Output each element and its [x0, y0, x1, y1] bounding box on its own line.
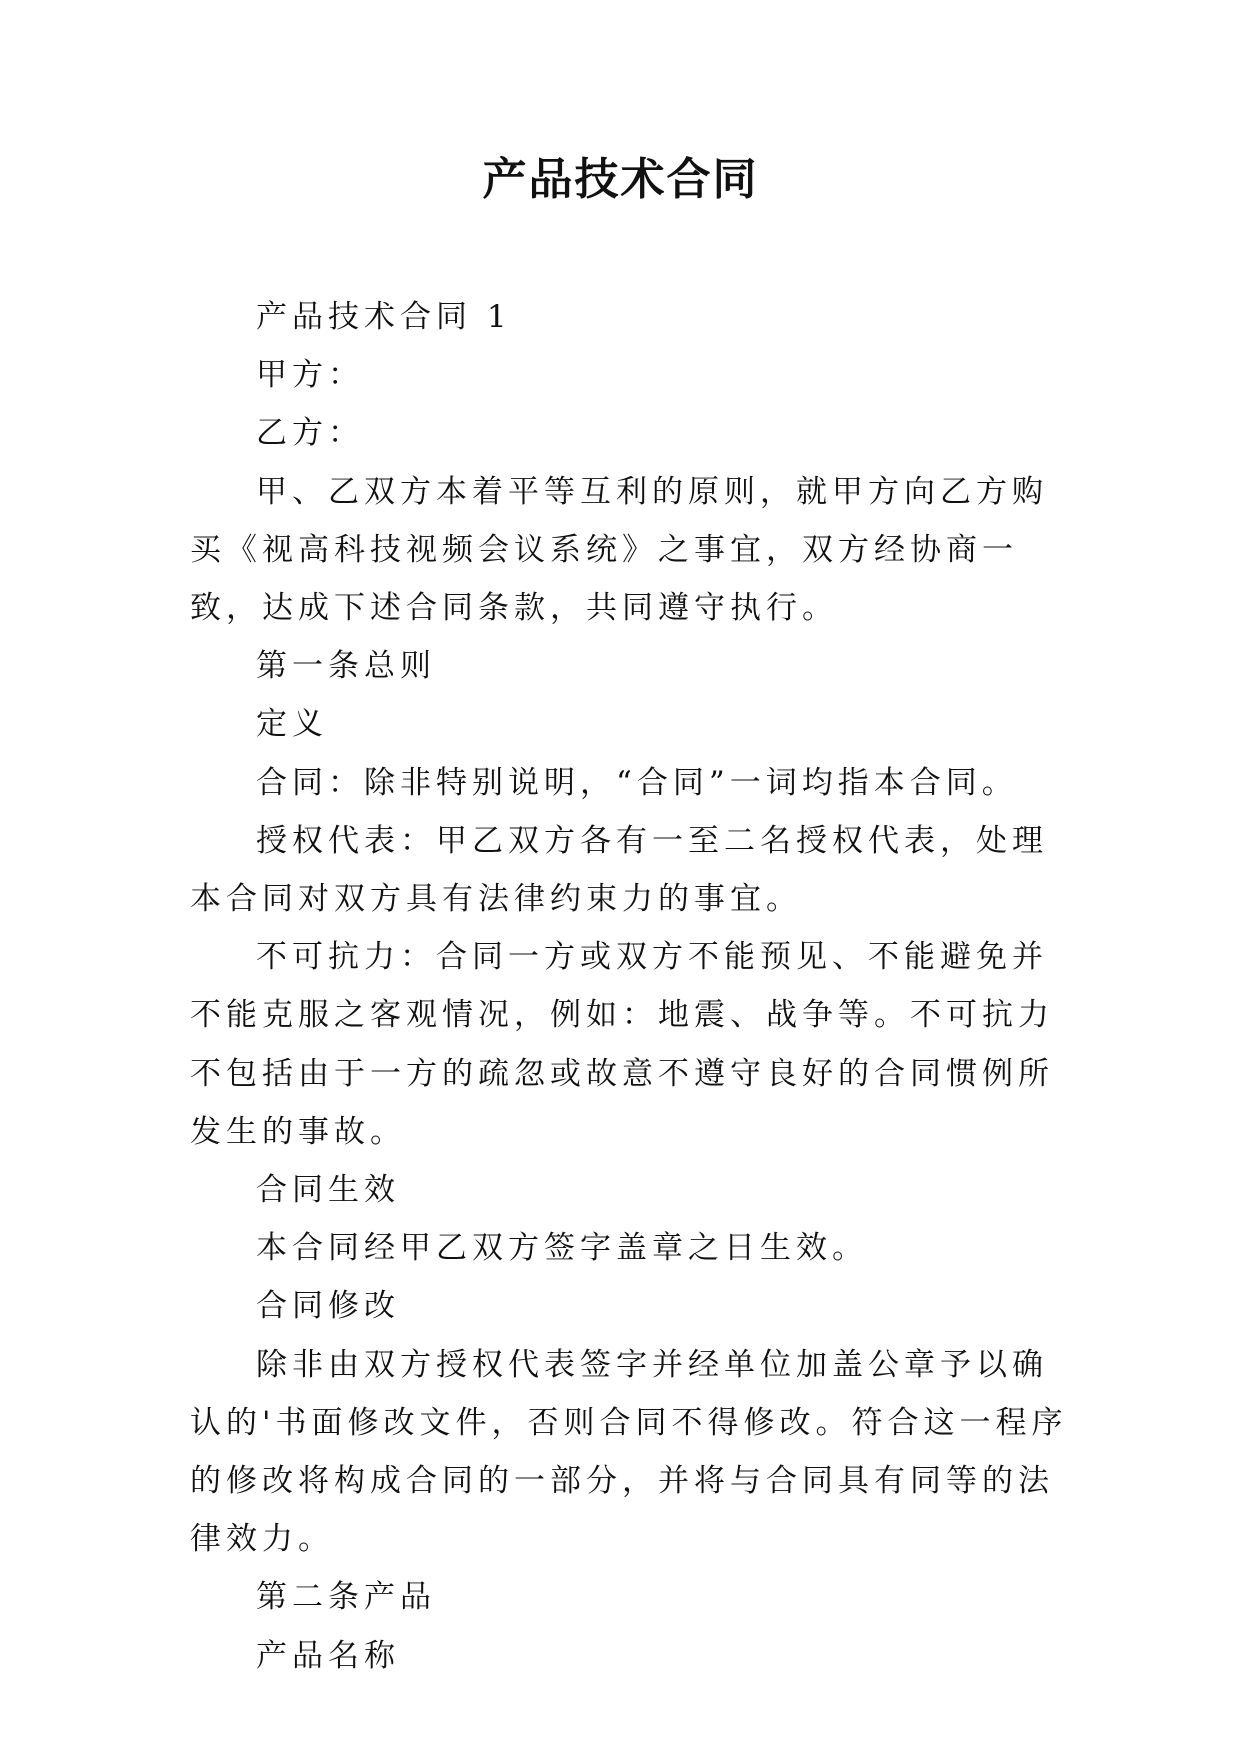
preamble-paragraph: 甲、乙双方本着平等互利的原则，就甲方向乙方购买《视高科技视频会议系统》之事宜，双方经协商一致，达成下述合同条款，共同遵守执行。: [190, 473, 1048, 627]
article-one-heading: 第一条总则: [256, 648, 436, 685]
party-b-line: 乙方：: [256, 415, 364, 452]
contract-heading-line: 产品技术合同 1: [256, 299, 512, 335]
definition-heading: 定义: [256, 706, 328, 743]
contract-definition: 合同：除非特别说明，“合同”一词均指本合同。: [256, 764, 1018, 801]
product-name-heading: 产品名称: [256, 1637, 400, 1674]
document-title: 产品技术合同: [482, 154, 759, 205]
article-two-heading: 第二条产品: [256, 1579, 436, 1616]
amendment-paragraph: 除非由双方授权代表签字并经单位加盖公章予以确认的'书面修改文件，否则合同不得修改。符合这一程序的修改将构成合同的一部分，并将与合同具有同等的法律效力。: [190, 1346, 1068, 1558]
effectiveness-paragraph: 本合同经甲乙双方签字盖章之日生效。: [256, 1230, 868, 1267]
document-body: [190, 288, 1070, 1685]
force-majeure-definition: 不可抗力：合同一方或双方不能预见、不能避免并不能克服之客观情况，例如：地震、战争等。不可抗力不包括由于一方的疏忽或故意不遵守良好的合同惯例所发生的事故。: [190, 939, 1054, 1150]
amendment-heading: 合同修改: [256, 1288, 400, 1325]
effectiveness-heading: 合同生效: [256, 1172, 400, 1209]
party-a-line: 甲方：: [256, 357, 364, 394]
authorized-representative-definition: 授权代表：甲乙双方各有一至二名授权代表，处理本合同对双方具有法律约束力的事宜。: [190, 822, 1048, 918]
